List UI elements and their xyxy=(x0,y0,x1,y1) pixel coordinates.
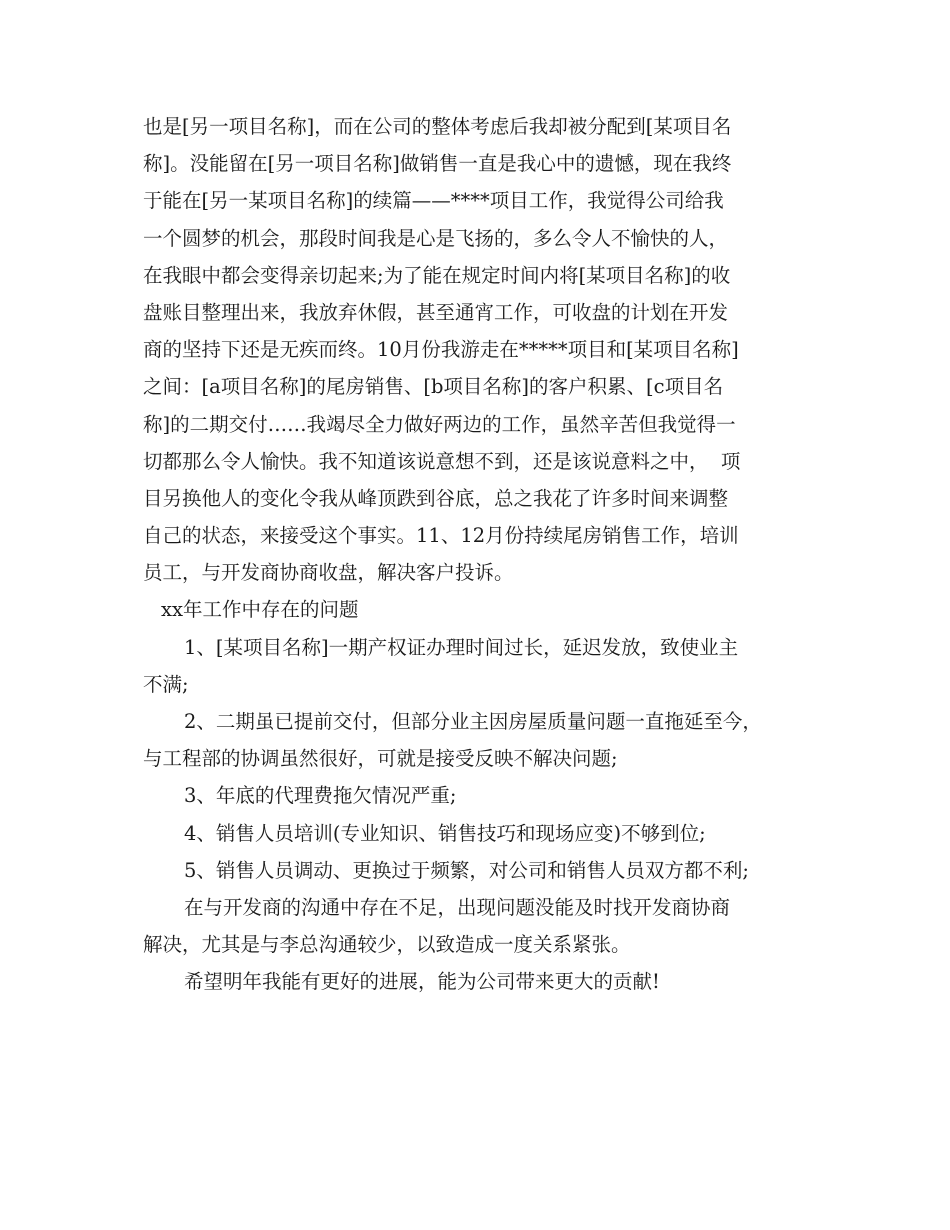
document-body xyxy=(143,108,833,1001)
closing-paragraph: 希望明年我能有更好的进展，能为公司带来更大的贡献! xyxy=(184,970,660,994)
issue-item-4: 4、销售人员培训(专业知识、销售技巧和现场应变)不够到位; xyxy=(184,821,706,845)
paragraph-line: 目另换他人的变化令我从峰顶跌到谷底，总之我花了许多时间来调整 xyxy=(143,486,729,510)
communication-paragraph: 在与开发商的沟通中存在不足，出现问题没能及时找开发商协商 xyxy=(184,895,731,919)
paragraph-line: 自己的状态，来接受这个事实。11、12月份持续尾房销售工作，培训 xyxy=(143,524,739,548)
paragraph-line: 员工，与开发商协商收盘，解决客户投诉。 xyxy=(143,561,514,585)
issue-item-1-continued: 不满; xyxy=(143,672,189,696)
issue-item-1: 1、[某项目名称]一期产权证办理时间过长，延迟发放，致使业主 xyxy=(184,635,739,659)
issue-item-5: 5、销售人员调动、更换过于频繁，对公司和销售人员双方都不利; xyxy=(184,858,749,882)
paragraph-line: 在我眼中都会变得亲切起来;为了能在规定时间内将[某项目名称]的收 xyxy=(143,263,731,287)
issue-item-3: 3、年底的代理费拖欠情况严重; xyxy=(184,784,457,808)
paragraph-line: 也是[另一项目名称]，而在公司的整体考虑后我却被分配到[某项目名 xyxy=(143,115,732,138)
paragraph-line: 盘账目整理出来，我放弃休假，甚至通宵工作，可收盘的计划在开发 xyxy=(143,300,729,324)
issue-item-2: 2、二期虽已提前交付，但部分业主因房屋质量问题一直拖延至今， xyxy=(184,710,762,733)
paragraph-line: 之间：[a项目名称]的尾房销售、[b项目名称]的客户积累、[c项目名 xyxy=(143,375,724,399)
communication-paragraph-continued: 解决，尤其是与李总沟通较少，以致造成一度关系紧张。 xyxy=(143,933,631,957)
paragraph-line: 切都那么令人愉快。我不知道该说意想不到，还是该说意料之中， 项 xyxy=(143,449,741,473)
paragraph-line: 称]。没能留在[另一项目名称]做销售一直是我心中的遗憾，现在我终 xyxy=(143,152,732,176)
paragraph-line: 称]的二期交付……我竭尽全力做好两边的工作，虽然辛苦但我觉得一 xyxy=(143,412,736,436)
paragraph-line: 一个圆梦的机会，那段时间我是心是飞扬的，多么令人不愉快的人， xyxy=(143,226,729,250)
issue-item-2-continued: 与工程部的协调虽然很好，可就是接受反映不解决问题; xyxy=(143,747,618,771)
section-heading: xx年工作中存在的问题 xyxy=(161,598,359,622)
paragraph-line: 商的坚持下还是无疾而终。10月份我游走在*****项目和[某项目名称] xyxy=(143,338,739,362)
paragraph-line: 于能在[另一某项目名称]的续篇——****项目工作，我觉得公司给我 xyxy=(143,189,724,213)
